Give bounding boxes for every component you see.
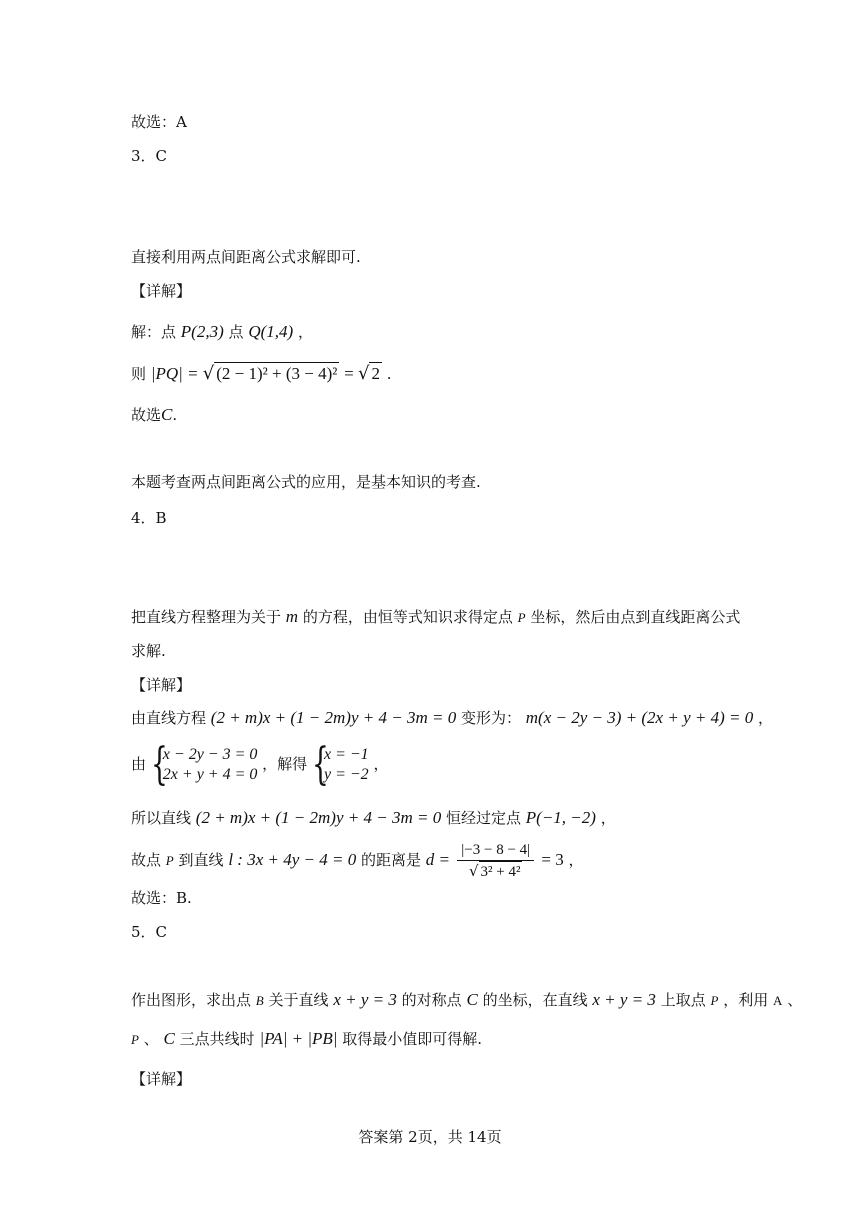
text: 由直线方程 — [131, 709, 207, 727]
system-row: x − 2y − 3 = 0 — [162, 746, 258, 763]
math: 2 — [371, 364, 380, 383]
text: 到直线 — [178, 851, 224, 869]
math: P — [517, 610, 526, 625]
sqrt-icon: √ — [468, 861, 479, 880]
q5-analysis-1 — [131, 989, 802, 1012]
text: 三点共线时 — [179, 1030, 255, 1048]
math: = 3 — [537, 850, 564, 869]
fraction-numerator: |−3 − 8 − 4| — [457, 841, 534, 861]
q4-system — [131, 739, 389, 790]
math: C — [466, 990, 478, 1009]
text: ， — [600, 809, 616, 827]
math: (2 − 1)² + (3 − 4)² — [216, 364, 338, 383]
text: ， — [758, 709, 774, 727]
text: ， — [297, 323, 313, 341]
q4-number: 4．B — [131, 509, 167, 527]
math: P — [131, 1032, 139, 1047]
math: P — [165, 853, 174, 868]
q3-analysis: 直接利用两点间距离公式求解即可. — [131, 248, 361, 266]
math: |PQ| = — [150, 364, 203, 383]
math: P(−1, −2) — [525, 808, 596, 827]
text: 、 — [787, 991, 803, 1009]
q4-answer: 故选：B. — [131, 889, 192, 907]
text: 则 — [131, 365, 147, 383]
math: Q(1,4) — [248, 322, 294, 341]
math: x + y = 3 — [333, 990, 397, 1009]
math: x + y = 3 — [592, 990, 656, 1009]
sqrt-icon: √ — [358, 363, 370, 384]
q4-detail-header: 【详解】 — [131, 676, 192, 694]
text: ，利用 — [723, 991, 769, 1009]
q5-detail-header: 【详解】 — [131, 1070, 192, 1088]
q4-distance — [131, 838, 584, 883]
text: 的坐标，在直线 — [482, 991, 588, 1009]
math: P — [710, 993, 719, 1008]
q3-number: 3．C — [131, 147, 168, 165]
math: A — [773, 993, 783, 1008]
page-footer: 答案第 2页，共 14页 — [358, 1128, 502, 1146]
text: 的距离是 — [361, 851, 422, 869]
text: ， — [568, 851, 584, 869]
system-row: y = −2 — [323, 766, 369, 783]
math: = — [344, 364, 358, 383]
q5-analysis-2 — [131, 1028, 482, 1051]
q5-number: 5．C — [131, 923, 168, 941]
text: 恒经过定点 — [445, 809, 521, 827]
q3-detail-header: 【详解】 — [131, 282, 192, 300]
q4-analysis-2: 求解. — [131, 642, 166, 660]
math: 3² + 4² — [479, 861, 523, 882]
text: 作出图形，求出点 — [131, 991, 252, 1009]
math: C — [161, 405, 173, 424]
text: 故选 — [131, 406, 162, 424]
text: ，解得 — [262, 755, 308, 773]
math: m(x − 2y − 3) + (2x + y + 4) = 0 — [525, 708, 754, 727]
math: (2 + m)x + (1 − 2m)y + 4 − 3m = 0 — [210, 708, 457, 727]
text: 故点 — [131, 851, 162, 869]
q4-equation — [131, 707, 773, 729]
sqrt-icon: √ — [202, 363, 215, 384]
text: 点 — [228, 323, 244, 341]
q3-calc — [131, 362, 392, 385]
q4-analysis-1 — [131, 606, 740, 629]
q4-fixed-point — [131, 807, 616, 829]
q3-solution — [131, 321, 313, 343]
text: 解：点 — [131, 323, 177, 341]
fraction-denominator — [457, 861, 534, 882]
text: 所以直线 — [131, 809, 192, 827]
brace-icon: { — [150, 739, 168, 790]
text: 、 — [143, 1030, 159, 1048]
text: 把直线方程整理为关于 — [131, 608, 282, 626]
system-row: 2x + y + 4 = 0 — [162, 766, 258, 783]
text: 关于直线 — [268, 991, 329, 1009]
math: (2 + m)x + (1 − 2m)y + 4 − 3m = 0 — [195, 808, 442, 827]
distance-fraction — [457, 841, 534, 882]
math: P(2,3) — [180, 322, 224, 341]
equation-system — [150, 739, 258, 790]
text: 的方程，由恒等式知识求得定点 — [302, 608, 513, 626]
math: B — [255, 993, 264, 1008]
brace-icon: { — [311, 739, 329, 790]
text: . — [386, 365, 392, 383]
solution-system — [311, 739, 369, 790]
system-row: x = −1 — [323, 746, 369, 763]
text: 取得最小值即可得解. — [342, 1030, 483, 1048]
math: d = — [425, 850, 455, 869]
text: 由 — [131, 755, 147, 773]
q3-choice — [131, 404, 177, 426]
text: 变形为： — [460, 709, 521, 727]
q2-answer: 故选：A — [131, 113, 187, 131]
text: . — [172, 406, 178, 424]
math: l : 3x + 4y − 4 = 0 — [228, 850, 357, 869]
text: 坐标，然后由点到直线距离公式 — [530, 608, 741, 626]
math: |PA| + |PB| — [259, 1029, 338, 1048]
q3-comment: 本题考查两点间距离公式的应用，是基本知识的考查. — [131, 473, 481, 491]
text: 上取点 — [660, 991, 706, 1009]
text: 的对称点 — [401, 991, 462, 1009]
text: ， — [373, 755, 389, 773]
math: C — [163, 1029, 175, 1048]
math: m — [285, 607, 299, 626]
